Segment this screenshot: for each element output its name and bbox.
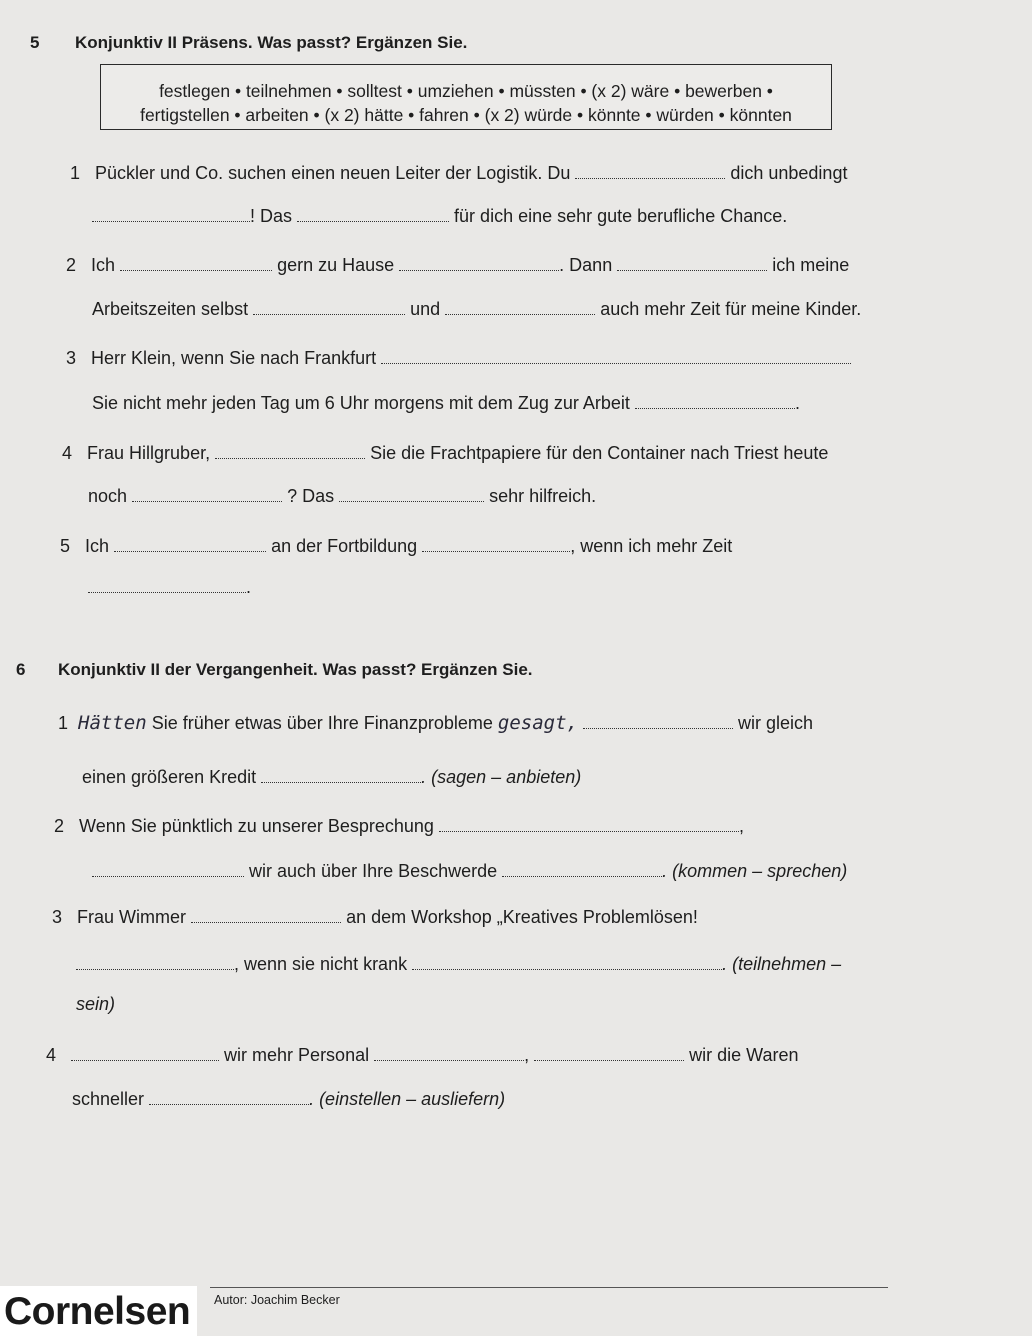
ex6-item-2-line-2 [92, 860, 847, 882]
answer-blank[interactable] [92, 860, 244, 877]
answer-blank[interactable] [88, 576, 246, 593]
sentence-text: wir auch über Ihre Beschwerde [249, 861, 498, 881]
answer-blank[interactable] [261, 766, 421, 783]
word-bank-line-1: festlegen • teilnehmen • solltest • umziehen • müssten • (x 2) wäre • bewerben • [159, 81, 773, 101]
answer-blank[interactable] [191, 906, 341, 923]
sentence-text: ! Das [250, 206, 293, 226]
footer-divider [210, 1287, 888, 1288]
item-number: 3 [52, 907, 63, 927]
verb-hint: . (teilnehmen – [722, 954, 842, 974]
ex6-item-3-line-3: sein) [76, 994, 116, 1014]
handwritten-answer: Hätten [78, 712, 147, 734]
answer-blank[interactable] [399, 254, 559, 271]
ex5-item-4-line-1 [62, 442, 828, 464]
answer-blank[interactable] [253, 298, 405, 315]
ex6-item-4-line-2 [72, 1088, 505, 1110]
answer-blank[interactable] [71, 1044, 219, 1061]
sentence-text: Pückler und Co. suchen einen neuen Leiter der Logistik. Du [95, 163, 571, 183]
item-number: 1 [70, 163, 81, 183]
item-number: 4 [62, 443, 73, 463]
sentence-text: wir gleich [738, 713, 814, 733]
sentence-text: einen größeren Kredit [82, 767, 257, 787]
item-number: 4 [46, 1045, 57, 1065]
sentence-text: auch mehr Zeit für meine Kinder. [600, 299, 862, 319]
answer-blank[interactable] [114, 535, 266, 552]
sentence-text: an dem Workshop „Kreatives Problemlösen! [346, 907, 698, 927]
sentence-text: Sie die Frachtpapiere für den Container nach Triest heute [370, 443, 829, 463]
sentence-text: Sie früher etwas über Ihre Finanzprobleme [151, 713, 493, 733]
sentence-text: dich unbedingt [730, 163, 848, 183]
sentence-text: , wenn sie nicht krank [234, 954, 408, 974]
ex6-item-3-line-2 [76, 953, 841, 975]
ex5-item-4-line-2 [88, 485, 596, 507]
exercise-6-title: Konjunktiv II der Vergangenheit. Was passt? Ergänzen Sie. [58, 660, 533, 679]
sentence-text: ? Das [287, 486, 335, 506]
sentence-text: für dich eine sehr gute berufliche Chance. [454, 206, 788, 226]
word-bank-box [100, 64, 832, 130]
verb-hint: . (kommen – sprechen) [662, 861, 848, 881]
answer-blank[interactable] [374, 1044, 524, 1061]
sentence-text: Ich [85, 536, 110, 556]
exercise-5-title: Konjunktiv II Präsens. Was passt? Ergänzen Sie. [75, 33, 468, 52]
ex6-item-3-line-1 [52, 906, 698, 928]
answer-blank[interactable] [339, 485, 484, 502]
answer-blank[interactable] [149, 1088, 309, 1105]
item-number: 2 [54, 816, 65, 836]
ex5-item-1-line-2 [92, 205, 787, 227]
ex5-item-3-line-1 [66, 347, 851, 369]
item-number: 1 [58, 713, 69, 733]
answer-blank[interactable] [534, 1044, 684, 1061]
answer-blank[interactable] [583, 712, 733, 729]
sentence-text: Ich [91, 255, 116, 275]
item-number: 3 [66, 348, 77, 368]
sentence-text: Arbeitszeiten selbst [92, 299, 249, 319]
item-number: 2 [66, 255, 77, 275]
answer-blank[interactable] [412, 953, 722, 970]
answer-blank[interactable] [422, 535, 570, 552]
ex5-item-5-line-2: . [88, 576, 251, 598]
answer-blank[interactable] [132, 485, 282, 502]
sentence-text: wir die Waren [689, 1045, 799, 1065]
ex5-item-2-line-1 [66, 254, 849, 276]
sentence-text: wir mehr Personal [224, 1045, 370, 1065]
ex6-item-4-line-1: 4 wir mehr Personal , wir die Waren [46, 1045, 799, 1065]
item-number: 5 [60, 536, 71, 556]
sentence-text: und [410, 299, 441, 319]
ex6-item-2-line-1: 2 Wenn Sie pünktlich zu unserer Besprechung , [54, 816, 744, 836]
author-credit: Autor: Joachim Becker [214, 1293, 340, 1307]
answer-blank[interactable] [445, 298, 595, 315]
sentence-text: Frau Hillgruber, [87, 443, 211, 463]
answer-blank[interactable] [635, 392, 795, 409]
sentence-text: schneller [72, 1089, 145, 1109]
answer-blank[interactable] [439, 815, 739, 832]
answer-blank[interactable] [120, 254, 272, 271]
answer-blank[interactable] [92, 205, 250, 222]
sentence-text: ich meine [772, 255, 850, 275]
sentence-text: sehr hilfreich. [489, 486, 597, 506]
exercise-6-number: 6 [16, 660, 26, 679]
sentence-text: gern zu Hause [277, 255, 395, 275]
sentence-text: noch [88, 486, 128, 506]
answer-blank[interactable] [575, 162, 725, 179]
sentence-text: Frau Wimmer [77, 907, 187, 927]
answer-blank[interactable] [381, 347, 851, 364]
sentence-text: Sie nicht mehr jeden Tag um 6 Uhr morgens mit dem Zug zur Arbeit [92, 393, 630, 413]
answer-blank[interactable] [215, 442, 365, 459]
ex5-item-5-line-1 [60, 535, 732, 557]
answer-blank[interactable] [297, 205, 449, 222]
sentence-text: an der Fortbildung [271, 536, 418, 556]
answer-blank[interactable] [502, 860, 662, 877]
ex6-item-1-line-1 [58, 712, 813, 734]
sentence-text: . Dann [559, 255, 613, 275]
sentence-text: , wenn ich mehr Zeit [570, 536, 733, 556]
verb-hint: . (sagen – anbieten) [421, 767, 582, 787]
ex6-item-1-line-2 [82, 766, 581, 788]
exercise-5-number: 5 [30, 33, 40, 52]
publisher-logo: Cornelsen [4, 1290, 191, 1333]
ex5-item-2-line-2 [92, 298, 861, 320]
answer-blank[interactable] [76, 953, 234, 970]
ex5-item-1-line-1 [70, 162, 847, 184]
verb-hint: . (einstellen – ausliefern) [309, 1089, 506, 1109]
word-bank-line-2: fertigstellen • arbeiten • (x 2) hätte • fahren • (x 2) würde • könnte • würden • könnten [140, 105, 792, 125]
sentence-text: Herr Klein, wenn Sie nach Frankfurt [91, 348, 377, 368]
sentence-text: Wenn Sie pünktlich zu unserer Besprechung [79, 816, 434, 836]
ex5-item-3-line-2: Sie nicht mehr jeden Tag um 6 Uhr morgens mit dem Zug zur Arbeit . [92, 393, 800, 413]
answer-blank[interactable] [617, 254, 767, 271]
handwritten-answer: gesagt, [497, 712, 578, 734]
